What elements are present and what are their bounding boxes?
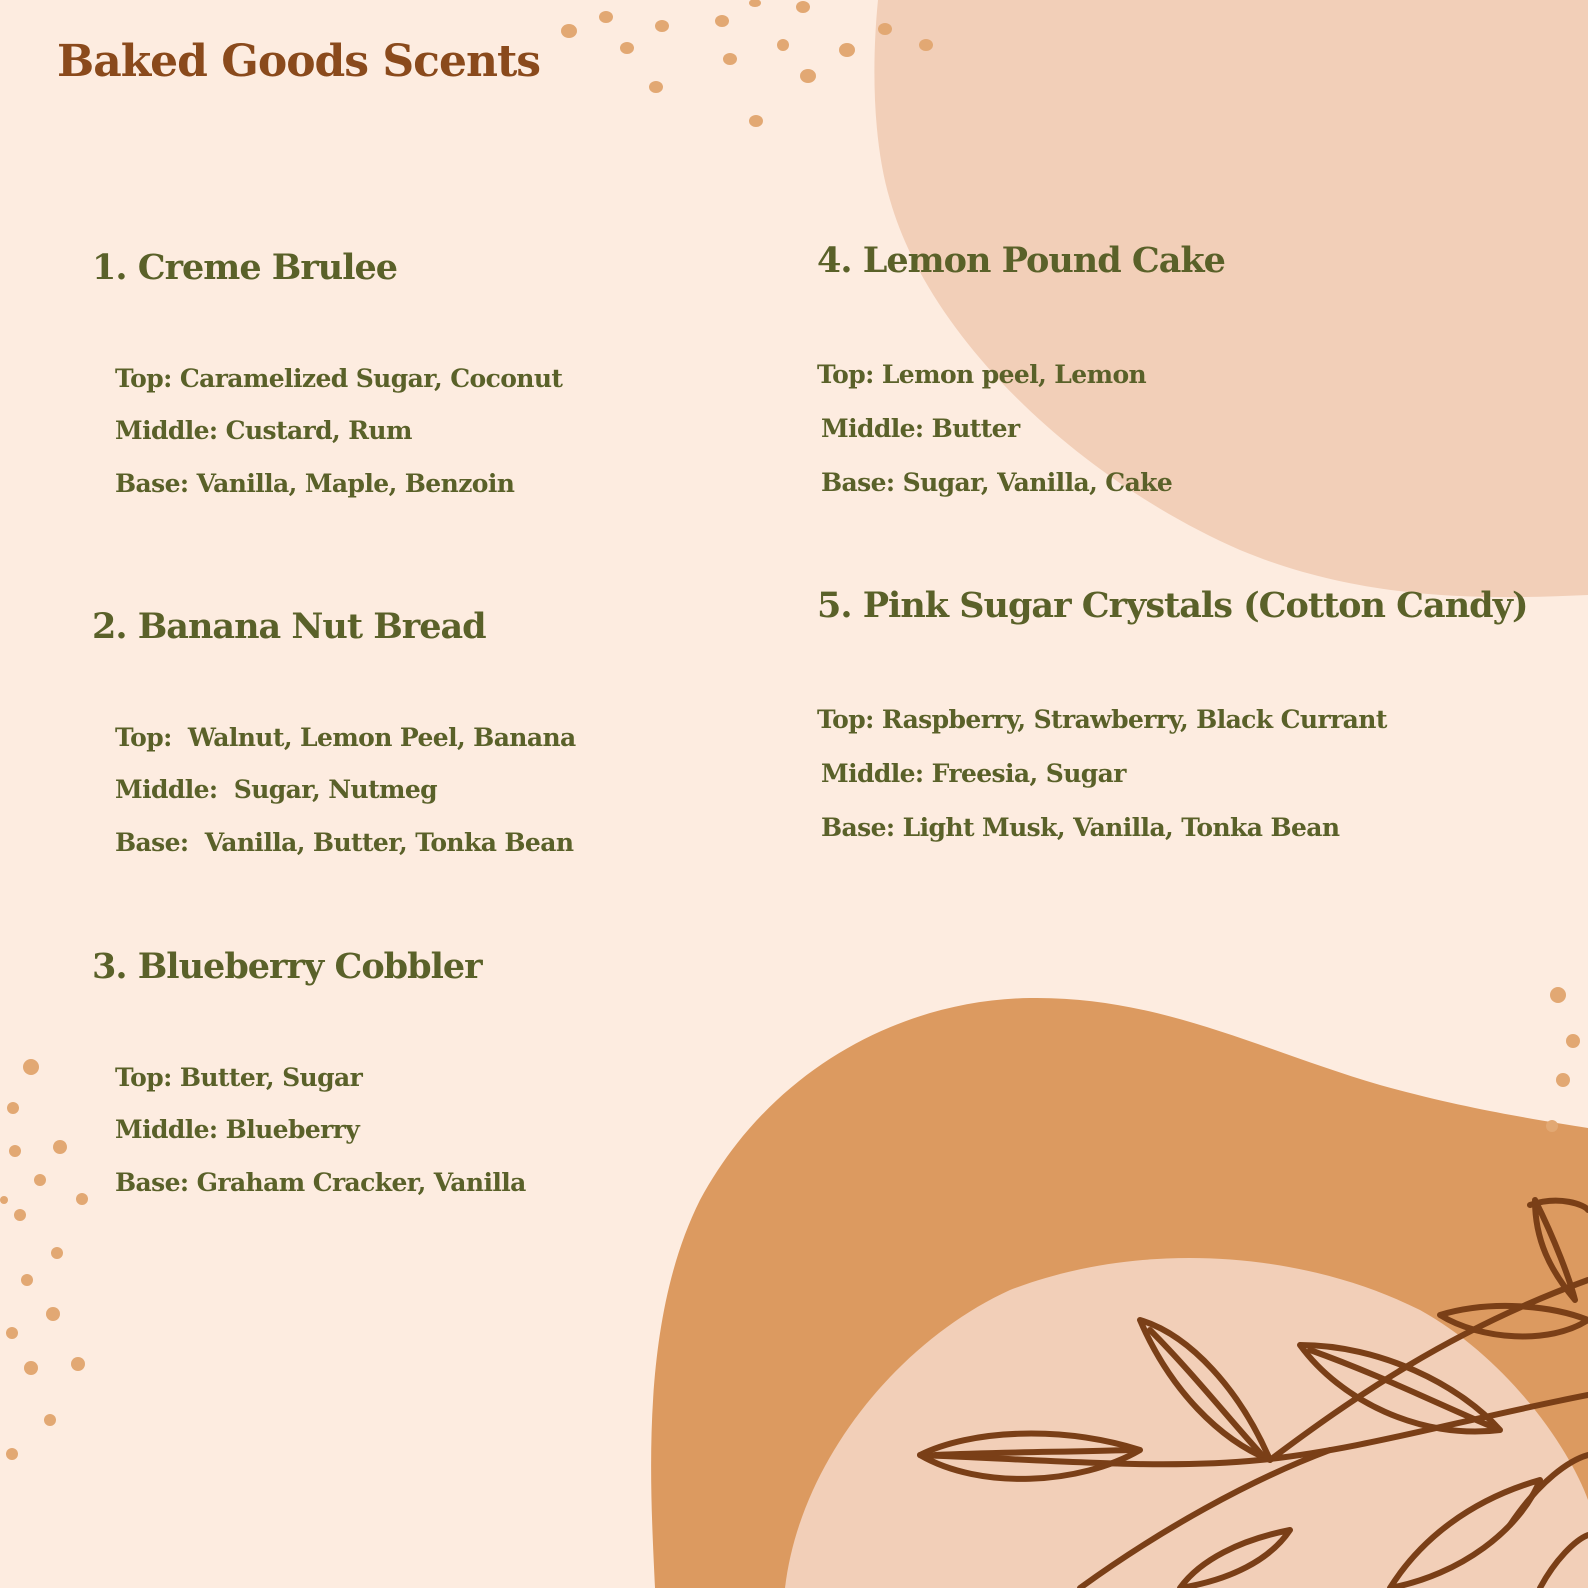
note-top: Top: Lemon peel, Lemon <box>817 360 1147 389</box>
scent-blueberry-cobbler <box>92 946 526 1197</box>
note-middle: Middle: Freesia, Sugar <box>821 759 1126 788</box>
scent-heading: 3. Blueberry Cobbler <box>92 946 482 987</box>
dots-left <box>0 1059 88 1460</box>
note-middle: Middle: Custard, Rum <box>115 416 412 445</box>
note-top: Top: Butter, Sugar <box>115 1063 363 1092</box>
note-top: Top: Caramelized Sugar, Coconut <box>115 364 563 393</box>
note-base: Base: Vanilla, Maple, Benzoin <box>115 469 515 498</box>
note-base: Base: Vanilla, Butter, Tonka Bean <box>115 828 574 857</box>
scent-creme-brulee <box>92 247 563 498</box>
scent-heading: 2. Banana Nut Bread <box>92 606 486 647</box>
note-middle: Middle: Butter <box>821 414 1020 443</box>
dots-right <box>1546 987 1580 1132</box>
note-top: Top: Walnut, Lemon Peel, Banana <box>115 723 576 752</box>
note-middle: Middle: Sugar, Nutmeg <box>115 775 438 804</box>
scent-heading: 1. Creme Brulee <box>92 247 398 288</box>
scent-heading: 5. Pink Sugar Crystals (Cotton Candy) <box>817 585 1528 626</box>
scent-heading: 4. Lemon Pound Cake <box>817 240 1225 281</box>
note-top: Top: Raspberry, Strawberry, Black Currant <box>817 705 1387 734</box>
note-middle: Middle: Blueberry <box>115 1115 360 1144</box>
scent-lemon-pound-cake <box>817 240 1225 497</box>
scent-banana-nut-bread <box>92 606 576 857</box>
peach-blob-top-right <box>874 0 1588 597</box>
note-base: Base: Graham Cracker, Vanilla <box>115 1168 526 1197</box>
page-title: Baked Goods Scents <box>57 36 541 87</box>
note-base: Base: Light Musk, Vanilla, Tonka Bean <box>821 813 1340 842</box>
scent-pink-sugar-crystals <box>817 585 1528 842</box>
note-base: Base: Sugar, Vanilla, Cake <box>821 468 1173 497</box>
